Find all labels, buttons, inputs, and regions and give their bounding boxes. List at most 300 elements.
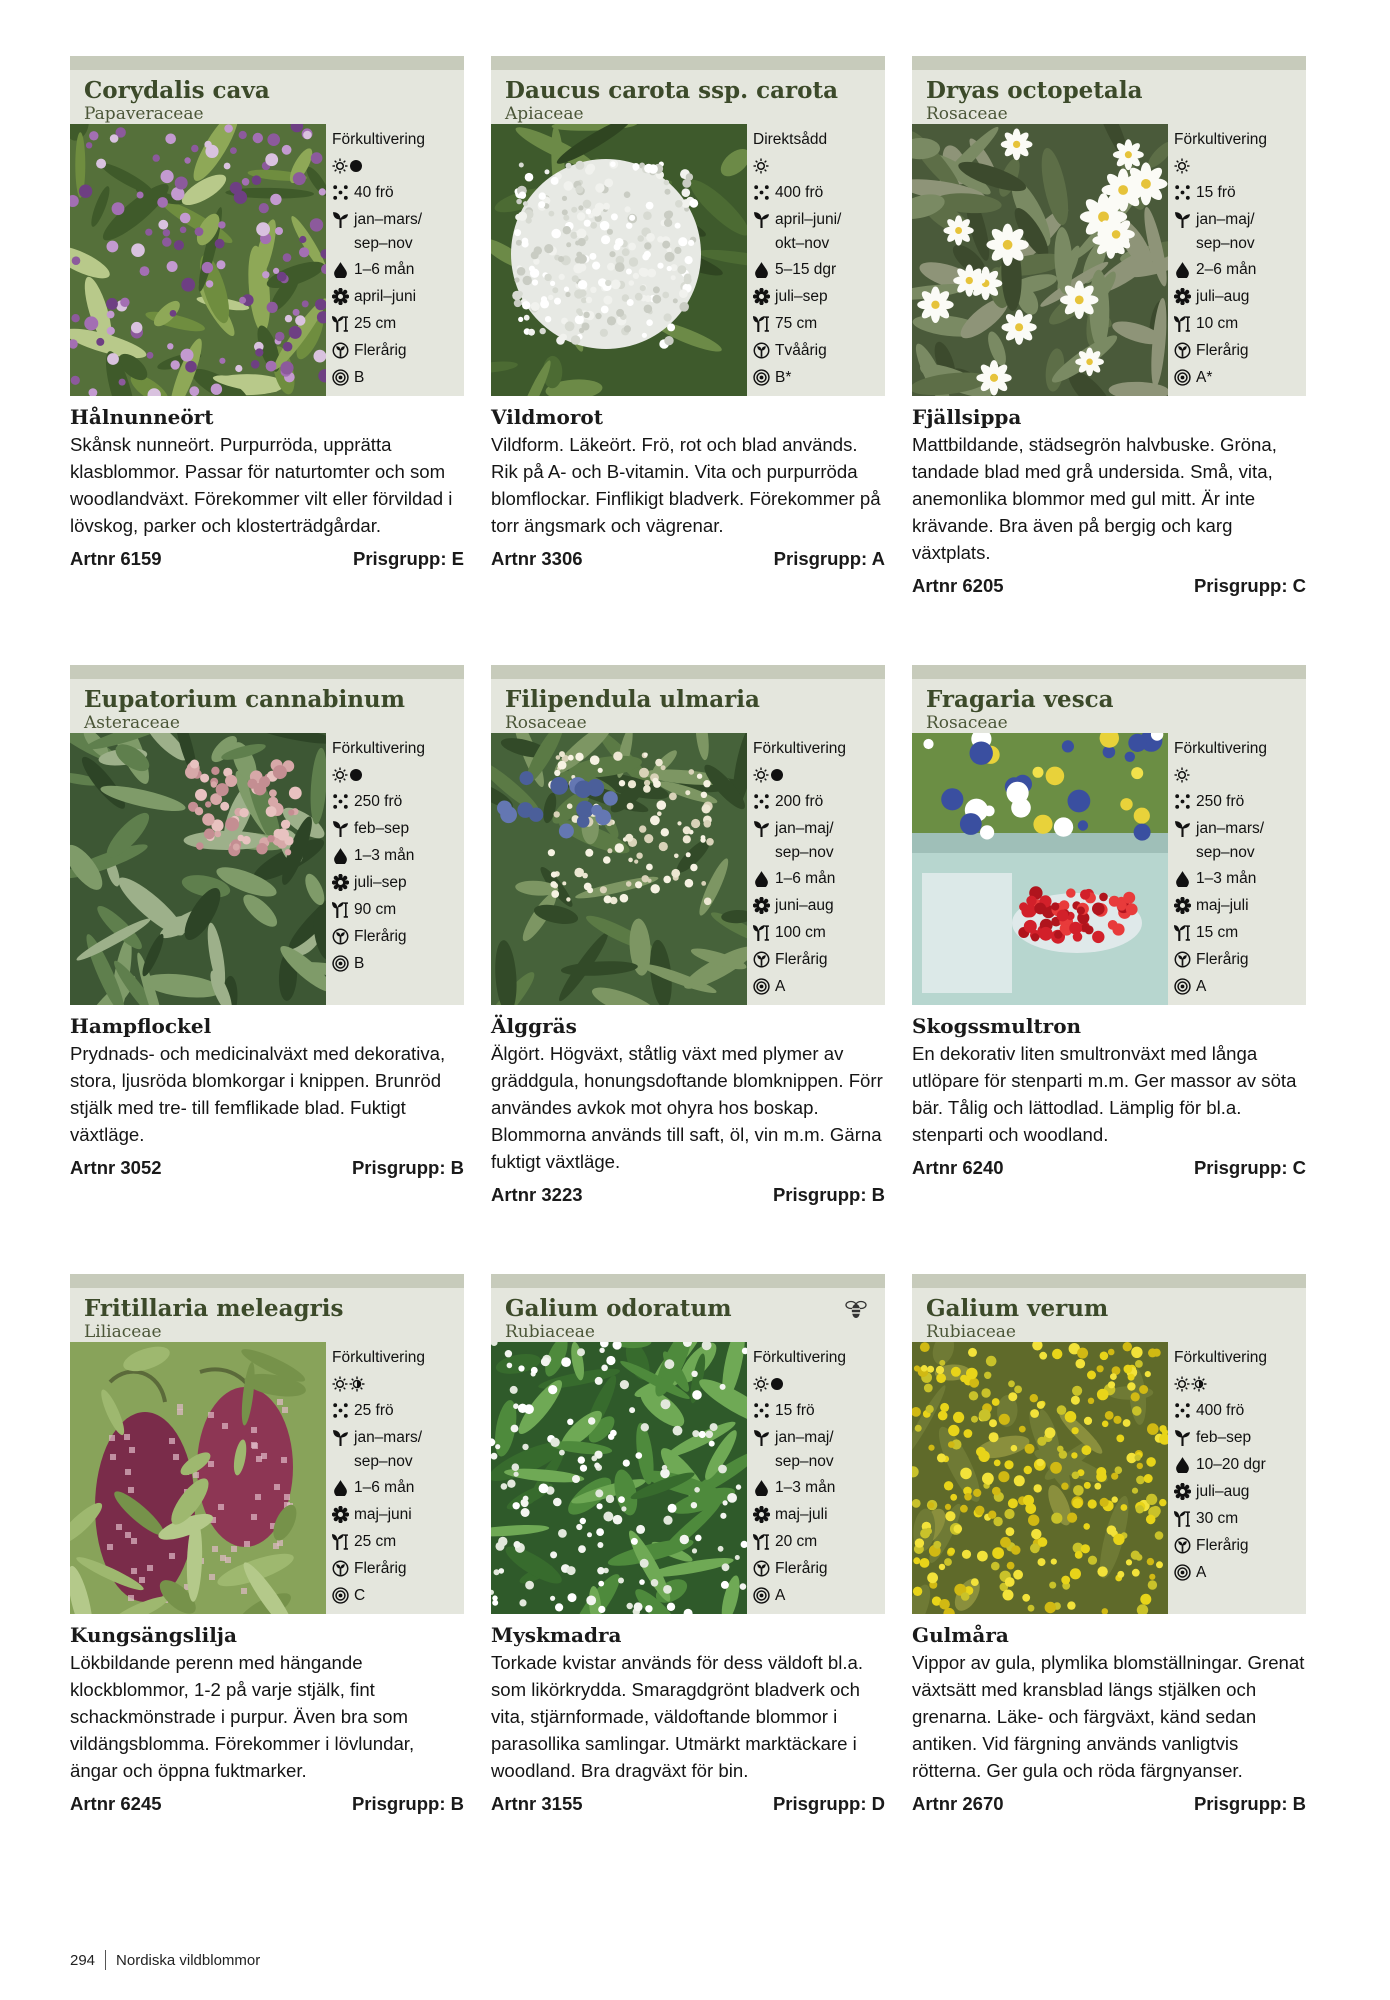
price-group: Prisgrupp: C	[1193, 1157, 1306, 1178]
sun-requirement-icon	[1174, 761, 1190, 788]
fact-height	[332, 896, 460, 923]
plant-card	[491, 1274, 885, 1815]
fact-bloom	[1174, 892, 1302, 919]
description: Vildform. Läkeört. Frö, rot och blad används. Rik på A- och B-vitamin. Vita och purpurröda blomflockar. Finflikigt bladverk. Förekommer på torr ängsmark och vägrenar.	[491, 434, 881, 536]
description: Vippor av gula, plymlika blomställningar. Grenat växtsätt med kransblad längs stjälken och grenarna. Läke- och färgväxt, känd sedan antiken. Vid färgning används vanligtvis rötterna. Ger gula och röda färgnyanser.	[912, 1652, 1305, 1781]
germination-icon	[332, 1474, 354, 1501]
lifecycle-icon	[332, 923, 354, 950]
germination-icon	[753, 865, 775, 892]
latin-name: Filipendula ulmaria	[505, 686, 760, 713]
fact-seeds-value: 40 frö	[354, 184, 394, 201]
fact-group-value: A*	[1196, 369, 1213, 386]
sowing-method: Förkultivering	[332, 740, 426, 757]
fact-group-value: A	[1196, 1564, 1207, 1581]
article-number: Artnr 6205	[912, 575, 1004, 596]
flower-icon	[332, 283, 354, 310]
fact-life	[753, 337, 881, 364]
plant-photo	[70, 733, 326, 1005]
sun-requirement-icon	[753, 152, 769, 179]
plant-card	[491, 665, 885, 1206]
hardiness-icon	[332, 1582, 354, 1609]
height-icon	[332, 1528, 354, 1555]
fact-germ	[753, 256, 881, 283]
height-icon	[1174, 919, 1196, 946]
fact-sow-value: april–juni/ okt–nov	[775, 211, 842, 252]
fact-height	[332, 1528, 460, 1555]
hardiness-icon	[753, 973, 775, 1000]
fact-seeds-value: 250 frö	[1196, 793, 1245, 810]
fact-germ-value: 1–3 mån	[1196, 870, 1257, 887]
seeds-icon	[332, 788, 354, 815]
common-name: Vildmorot	[491, 405, 603, 429]
fact-germ-value: 2–6 mån	[1196, 261, 1257, 278]
fact-sow	[1174, 1424, 1302, 1451]
sowing-method: Direktsådd	[753, 131, 828, 148]
common-name: Fjällsippa	[912, 405, 1022, 429]
fact-germ-value: 1–3 mån	[775, 1479, 836, 1496]
germination-icon	[753, 1474, 775, 1501]
card-header	[912, 1274, 1306, 1342]
fact-seeds	[332, 788, 460, 815]
latin-name: Galium odoratum	[505, 1295, 732, 1322]
fact-bloom-value: maj–juli	[1196, 897, 1249, 914]
fact-germ-value: 1–3 mån	[354, 847, 415, 864]
article-number: Artnr 6159	[70, 548, 162, 569]
family-name: Rubiaceae	[505, 1322, 595, 1342]
lifecycle-icon	[1174, 337, 1196, 364]
fact-sow-value: jan–maj/ sep–nov	[1196, 211, 1255, 252]
germination-icon	[1174, 1451, 1196, 1478]
fact-seeds	[753, 788, 881, 815]
fact-seeds	[1174, 179, 1302, 206]
fact-height	[332, 310, 460, 337]
fact-height-value: 20 cm	[775, 1533, 818, 1550]
fact-bloom	[753, 1501, 881, 1528]
fact-life	[1174, 1532, 1302, 1559]
fact-seeds-value: 200 frö	[775, 793, 824, 810]
fact-sow	[753, 815, 881, 865]
cultivation-facts	[326, 733, 464, 1005]
seeds-icon	[332, 1397, 354, 1424]
fact-sow	[753, 1424, 881, 1474]
fact-group	[332, 364, 460, 391]
fact-life	[332, 1555, 460, 1582]
plant-photo	[491, 124, 747, 396]
fact-seeds-value: 250 frö	[354, 793, 403, 810]
fact-life	[1174, 337, 1302, 364]
family-name: Apiaceae	[505, 104, 584, 124]
height-icon	[753, 1528, 775, 1555]
sun-requirement-icon	[1174, 152, 1190, 179]
plant-photo	[70, 1342, 326, 1614]
seeds-icon	[753, 1397, 775, 1424]
sowing-method: Förkultivering	[332, 1349, 426, 1366]
article-number: Artnr 3052	[70, 1157, 162, 1178]
cultivation-facts	[1168, 124, 1306, 396]
cultivation-facts	[747, 733, 885, 1005]
fact-sun	[1174, 152, 1302, 179]
sowing-time-icon	[753, 815, 775, 842]
flower-icon	[1174, 1478, 1196, 1505]
fact-height-value: 15 cm	[1196, 924, 1239, 941]
fact-seeds	[332, 179, 460, 206]
plant-card	[912, 1274, 1306, 1815]
cultivation-facts	[1168, 1342, 1306, 1614]
fact-germ	[1174, 865, 1302, 892]
fact-sow	[753, 206, 881, 256]
fact-height-value: 25 cm	[354, 315, 397, 332]
fact-germ	[753, 1474, 881, 1501]
hardiness-icon	[753, 364, 775, 391]
flower-icon	[332, 1501, 354, 1528]
hardiness-icon	[1174, 364, 1196, 391]
germination-icon	[753, 256, 775, 283]
fact-life-value: Flerårig	[775, 1560, 828, 1577]
fact-sun	[753, 152, 881, 179]
fact-seeds	[1174, 1397, 1302, 1424]
latin-name: Eupatorium cannabinum	[84, 686, 405, 713]
fact-sun	[1174, 761, 1302, 788]
fact-germ-value: 1–6 mån	[775, 870, 836, 887]
card-footer	[491, 548, 885, 570]
fact-bloom	[332, 1501, 460, 1528]
fact-group	[332, 1582, 460, 1609]
height-icon	[1174, 310, 1196, 337]
height-icon	[753, 919, 775, 946]
plant-card	[491, 56, 885, 597]
fact-sow-value: jan–mars/ sep–nov	[354, 1429, 423, 1470]
family-name: Rosaceae	[926, 104, 1008, 124]
flower-icon	[1174, 283, 1196, 310]
plant-card	[70, 665, 464, 1206]
fact-height-value: 90 cm	[354, 901, 397, 918]
fact-seeds	[1174, 788, 1302, 815]
fact-height	[753, 1528, 881, 1555]
family-name: Rosaceae	[926, 713, 1008, 733]
family-name: Liliaceae	[84, 1322, 162, 1342]
price-group: Prisgrupp: B	[1193, 1793, 1306, 1814]
seeds-icon	[753, 179, 775, 206]
fact-life-value: Flerårig	[354, 342, 407, 359]
fact-group	[1174, 364, 1302, 391]
height-icon	[332, 310, 354, 337]
fact-seeds-value: 25 frö	[354, 1402, 394, 1419]
fact-sun	[753, 1370, 881, 1397]
height-icon	[753, 310, 775, 337]
card-header	[491, 56, 885, 124]
description: Lökbildande perenn med hängande klockblommor, 1-2 på varje stjälk, fint schackmönstrade i purpur. Även bra som vildängsblomma. Förekommer i lövlundar, ängar och öppna fuktmarker.	[70, 1652, 415, 1781]
seeds-icon	[332, 179, 354, 206]
hardiness-icon	[332, 364, 354, 391]
flower-icon	[332, 869, 354, 896]
sowing-method: Förkultivering	[753, 740, 847, 757]
family-name: Rubiaceae	[926, 1322, 1016, 1342]
sowing-time-icon	[332, 815, 354, 842]
fact-germ	[332, 842, 460, 869]
fact-bloom-value: juni–aug	[775, 897, 834, 914]
fact-life-value: Tvåårig	[775, 342, 827, 359]
lifecycle-icon	[1174, 1532, 1196, 1559]
sun-requirement-icon	[332, 761, 363, 788]
latin-name: Fragaria vesca	[926, 686, 1114, 713]
cultivation-facts	[747, 1342, 885, 1614]
price-group: Prisgrupp: E	[352, 548, 464, 569]
germination-icon	[332, 256, 354, 283]
fact-sow	[1174, 815, 1302, 865]
sowing-method: Förkultivering	[1174, 1349, 1268, 1366]
card-header	[70, 1274, 464, 1342]
plant-photo	[491, 1342, 747, 1614]
sowing-method: Förkultivering	[1174, 131, 1268, 148]
plant-photo	[912, 733, 1168, 1005]
fact-life-value: Flerårig	[1196, 951, 1249, 968]
fact-sow-value: jan–mars/ sep–nov	[1196, 820, 1265, 861]
fact-height-value: 25 cm	[354, 1533, 397, 1550]
fact-germ	[332, 1474, 460, 1501]
page-footer	[70, 1950, 260, 1970]
fact-seeds	[753, 1397, 881, 1424]
fact-germ	[1174, 1451, 1302, 1478]
card-header	[70, 665, 464, 733]
latin-name: Dryas octopetala	[926, 77, 1143, 104]
fact-germ-value: 5–15 dgr	[775, 261, 837, 278]
plant-card	[70, 1274, 464, 1815]
fact-group-value: B*	[775, 369, 792, 386]
fact-height	[1174, 310, 1302, 337]
fact-height-value: 30 cm	[1196, 1510, 1239, 1527]
cultivation-facts	[1168, 733, 1306, 1005]
plant-photo	[70, 124, 326, 396]
fact-life-value: Flerårig	[354, 928, 407, 945]
article-number: Artnr 2670	[912, 1793, 1004, 1814]
fact-group	[1174, 973, 1302, 1000]
family-name: Rosaceae	[505, 713, 587, 733]
flower-icon	[753, 892, 775, 919]
fact-germ-value: 1–6 mån	[354, 1479, 415, 1496]
lifecycle-icon	[332, 1555, 354, 1582]
fact-sow-value: feb–sep	[1196, 1429, 1252, 1446]
germination-icon	[1174, 865, 1196, 892]
price-group: Prisgrupp: A	[773, 548, 885, 569]
fact-sun	[332, 1370, 460, 1397]
hardiness-icon	[1174, 1559, 1196, 1586]
fact-seeds-value: 400 frö	[775, 184, 824, 201]
fact-sow	[1174, 206, 1302, 256]
fact-bloom	[753, 892, 881, 919]
card-header	[491, 665, 885, 733]
lifecycle-icon	[332, 337, 354, 364]
price-group: Prisgrupp: D	[772, 1793, 885, 1814]
common-name: Kungsängslilja	[70, 1623, 238, 1647]
sowing-method: Förkultivering	[1174, 740, 1268, 757]
article-number: Artnr 3155	[491, 1793, 583, 1814]
fact-bloom-value: maj–juni	[354, 1506, 412, 1523]
bee-icon	[845, 1298, 867, 1320]
cultivation-facts	[326, 124, 464, 396]
article-number: Artnr 3306	[491, 548, 583, 569]
fact-life	[332, 923, 460, 950]
price-group: Prisgrupp: B	[772, 1184, 885, 1205]
fact-bloom-value: juli–sep	[354, 874, 407, 891]
fact-sun	[332, 761, 460, 788]
fact-life-value: Flerårig	[775, 951, 828, 968]
seeds-icon	[1174, 179, 1196, 206]
card-footer	[70, 1793, 464, 1815]
fact-life	[332, 337, 460, 364]
fact-group-value: A	[775, 978, 786, 995]
fact-bloom-value: april–juni	[354, 288, 417, 305]
fact-seeds-value: 15 frö	[1196, 184, 1236, 201]
plant-grid	[70, 56, 1320, 1815]
fact-bloom	[1174, 1478, 1302, 1505]
fact-bloom	[1174, 283, 1302, 310]
plant-card	[70, 56, 464, 597]
fact-sun	[753, 761, 881, 788]
common-name: Älggräs	[491, 1014, 577, 1038]
sun-requirement-icon	[332, 1370, 365, 1397]
footer-divider	[105, 1950, 106, 1970]
fact-group	[332, 950, 460, 977]
card-footer	[70, 548, 464, 570]
plant-card	[912, 56, 1306, 597]
seeds-icon	[1174, 1397, 1196, 1424]
lifecycle-icon	[753, 337, 775, 364]
sun-requirement-icon	[332, 152, 363, 179]
description: Mattbildande, städsegrön halvbuske. Gröna, tandade blad med grå undersida. Små, vita, anemonlika blommor med gul mitt. Är inte krävande. Bra även på bergig och karg växtplats.	[912, 434, 1277, 563]
common-name: Gulmåra	[912, 1623, 1009, 1647]
plant-photo	[912, 1342, 1168, 1614]
fact-sow-value: jan–mars/ sep–nov	[354, 211, 423, 252]
fact-seeds	[753, 179, 881, 206]
article-number: Artnr 3223	[491, 1184, 583, 1205]
fact-bloom-value: juli–sep	[775, 288, 828, 305]
fact-life	[753, 1555, 881, 1582]
fact-height	[1174, 919, 1302, 946]
fact-group	[1174, 1559, 1302, 1586]
cultivation-facts	[747, 124, 885, 396]
description: Älgört. Högväxt, ståtlig växt med plymer av gräddgula, honungsdoftande blomknippen. Förr användes avkok mot ohyra hos boskap. Blommorna används till saft, öl, vin m.m. Gärna fuktigt växtläge.	[491, 1043, 883, 1172]
common-name: Hålnunneört	[70, 405, 214, 429]
price-group: Prisgrupp: B	[351, 1793, 464, 1814]
sun-requirement-icon	[753, 761, 784, 788]
fact-seeds-value: 15 frö	[775, 1402, 815, 1419]
common-name: Skogssmultron	[912, 1014, 1082, 1038]
fact-sow	[332, 815, 460, 842]
fact-bloom-value: maj–juli	[775, 1506, 828, 1523]
fact-bloom	[332, 283, 460, 310]
lifecycle-icon	[753, 1555, 775, 1582]
fact-life-value: Flerårig	[354, 1560, 407, 1577]
sowing-time-icon	[332, 1424, 354, 1451]
description: Skånsk nunneört. Purpurröda, upprätta klasblommor. Passar för naturtomter och som woodlandväxt. Förekommer vilt eller förvildad i lövskog, parker och klosterträdgårdar.	[70, 434, 453, 536]
fact-height-value: 75 cm	[775, 315, 818, 332]
fact-germ	[753, 865, 881, 892]
description: Prydnads- och medicinalväxt med dekorativa, stora, ljusröda blomkorgar i knippen. Brunröd stjälk med tre- till femflikade blad. Fuktigt växtläge.	[70, 1043, 446, 1145]
germination-icon	[1174, 256, 1196, 283]
fact-germ	[1174, 256, 1302, 283]
plant-photo	[491, 733, 747, 1005]
sowing-time-icon	[1174, 1424, 1196, 1451]
sowing-time-icon	[1174, 815, 1196, 842]
lifecycle-icon	[753, 946, 775, 973]
fact-height	[1174, 1505, 1302, 1532]
section-name: Nordiska vildblommor	[116, 1951, 261, 1969]
sun-requirement-icon	[753, 1370, 784, 1397]
seeds-icon	[753, 788, 775, 815]
card-footer	[491, 1184, 885, 1206]
fact-seeds-value: 400 frö	[1196, 1402, 1245, 1419]
fact-group-value: A	[775, 1587, 786, 1604]
fact-life	[1174, 946, 1302, 973]
flower-icon	[753, 283, 775, 310]
fact-life-value: Flerårig	[1196, 1537, 1249, 1554]
family-name: Papaveraceae	[84, 104, 204, 124]
fact-sow-value: jan–maj/ sep–nov	[775, 820, 834, 861]
latin-name: Fritillaria meleagris	[84, 1295, 344, 1322]
common-name: Hampflockel	[70, 1014, 212, 1038]
germination-icon	[332, 842, 354, 869]
height-icon	[1174, 1505, 1196, 1532]
article-number: Artnr 6245	[70, 1793, 162, 1814]
card-header	[491, 1274, 885, 1342]
card-footer	[491, 1793, 885, 1815]
lifecycle-icon	[1174, 946, 1196, 973]
plant-card	[912, 665, 1306, 1206]
hardiness-icon	[332, 950, 354, 977]
sowing-method: Förkultivering	[753, 1349, 847, 1366]
fact-group-value: A	[1196, 978, 1207, 995]
hardiness-icon	[753, 1582, 775, 1609]
flower-icon	[753, 1501, 775, 1528]
height-icon	[332, 896, 354, 923]
fact-sow	[332, 1424, 460, 1474]
sowing-time-icon	[332, 206, 354, 233]
latin-name: Corydalis cava	[84, 77, 270, 104]
fact-sun	[332, 152, 460, 179]
fact-height-value: 100 cm	[775, 924, 826, 941]
sowing-time-icon	[753, 1424, 775, 1451]
seeds-icon	[1174, 788, 1196, 815]
fact-height-value: 10 cm	[1196, 315, 1239, 332]
page-number: 294	[70, 1951, 96, 1969]
sowing-method: Förkultivering	[332, 131, 426, 148]
fact-sun	[1174, 1370, 1302, 1397]
article-number: Artnr 6240	[912, 1157, 1004, 1178]
card-header	[912, 665, 1306, 733]
fact-bloom-value: juli–aug	[1196, 288, 1250, 305]
sowing-time-icon	[1174, 206, 1196, 233]
latin-name: Daucus carota ssp. carota	[505, 77, 839, 104]
cultivation-facts	[326, 1342, 464, 1614]
card-footer	[70, 1157, 464, 1179]
latin-name: Galium verum	[926, 1295, 1109, 1322]
price-group: Prisgrupp: C	[1193, 575, 1306, 596]
sun-requirement-icon	[1174, 1370, 1207, 1397]
fact-group-value: B	[354, 369, 365, 386]
card-header	[912, 56, 1306, 124]
fact-height	[753, 310, 881, 337]
common-name: Myskmadra	[491, 1623, 622, 1647]
fact-sow-value: jan–maj/ sep–nov	[775, 1429, 834, 1470]
fact-height	[753, 919, 881, 946]
family-name: Asteraceae	[84, 713, 180, 733]
fact-germ-value: 10–20 dgr	[1196, 1456, 1266, 1473]
card-footer	[912, 1793, 1306, 1815]
card-footer	[912, 1157, 1306, 1179]
fact-sow-value: feb–sep	[354, 820, 410, 837]
fact-life-value: Flerårig	[1196, 342, 1249, 359]
fact-group	[753, 973, 881, 1000]
